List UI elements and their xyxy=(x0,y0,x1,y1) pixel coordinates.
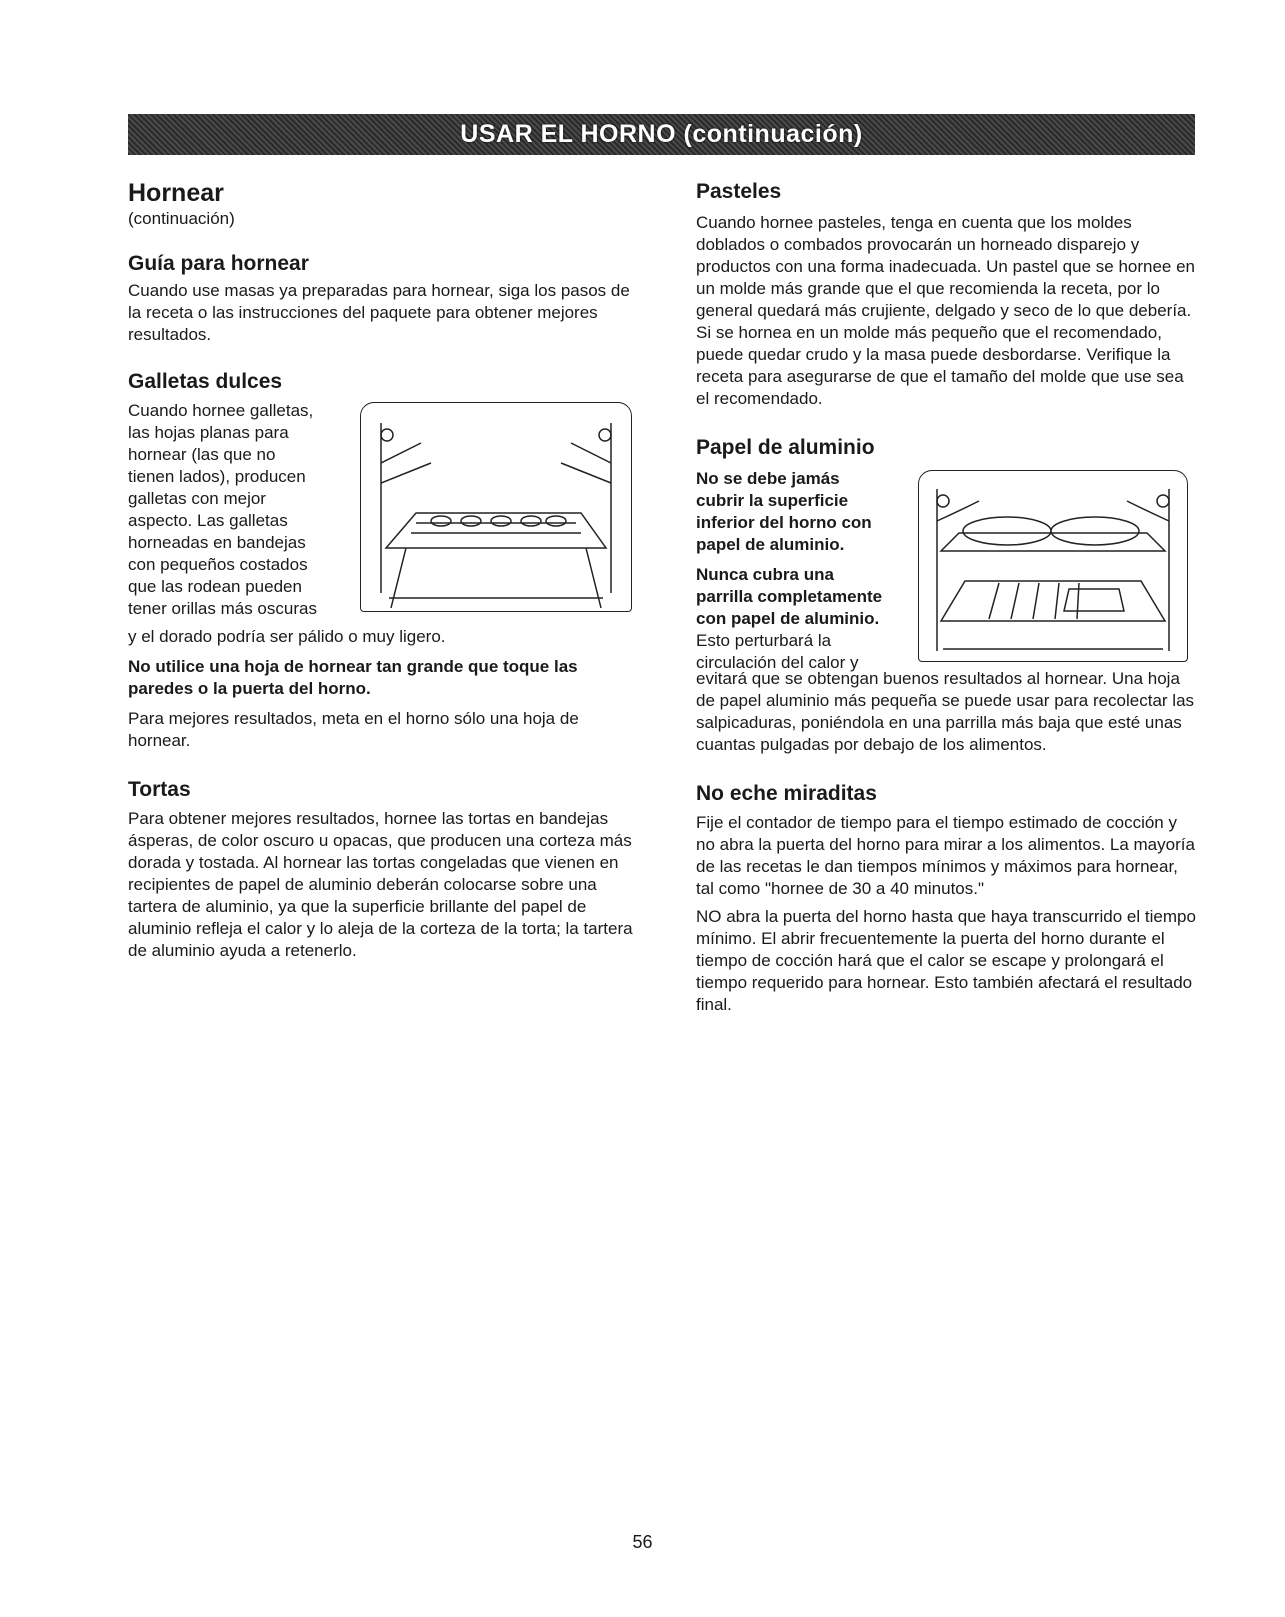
galletas-line: las hojas planas para xyxy=(128,423,289,442)
guia-text: Cuando use masas ya preparadas para hornear, siga los pasos de la receta o las instrucciones del paquete para obtener mejores resultados. xyxy=(128,281,630,344)
pasteles-heading: Pasteles xyxy=(696,180,782,203)
oven-rack-cookies-drawing xyxy=(361,403,631,611)
miraditas-text: Fije el contador de tiempo para el tiempo estimado de cocción y no abra la puerta del horno para mirar a los alimentos. La mayoría de las recetas le dan tiempos mínimos y máximos para hornear, tal como "hornee de 30 a 40 minutos." xyxy=(696,813,1195,898)
papel-bold-line: inferior del horno con xyxy=(696,513,872,532)
pasteles-text: Cuando hornee pasteles, tenga en cuenta que los moldes doblados o combados provocarán un horneado disparejo y productos con una forma inadecuada. Un pastel que se hornee en un molde más grande que el que recomienda la receta, por lo general quedará más crujiente, delgado y seco de lo que debería. Si se hornea en un molde más pequeño que el recomendado, puede quedar crudo y la masa puede desbordarse. Verifique la receta para asegurarse de que el tamaño del molde que use sea el recomendado. xyxy=(696,213,1196,408)
galletas-line: tener orillas más oscuras xyxy=(128,599,317,618)
galletas-line: horneadas en bandejas xyxy=(128,533,306,552)
galletas-line: tienen lados), producen xyxy=(128,467,306,486)
page-number: 56 xyxy=(632,1532,653,1552)
papel-heading: Papel de aluminio xyxy=(696,436,875,459)
left-column xyxy=(128,178,633,962)
papel-bold-line: cubrir la superficie xyxy=(696,491,849,510)
galletas-tip: Para mejores resultados, meta en el horno sólo una hoja de hornear. xyxy=(128,709,579,750)
miraditas-heading: No eche miraditas xyxy=(696,782,877,805)
galletas-heading: Galletas dulces xyxy=(128,370,283,393)
papel-line: Esto perturbará la xyxy=(696,631,832,650)
galletas-line: con pequeños costados xyxy=(128,555,308,574)
oven-rack-pies-drawing xyxy=(919,471,1187,661)
hornear-title: Hornear xyxy=(128,179,224,207)
section-banner xyxy=(128,114,1195,155)
papel-bold-line: con papel de aluminio. xyxy=(696,609,880,628)
galletas-line: galletas con mejor xyxy=(128,489,266,508)
galletas-line: Cuando hornee galletas, xyxy=(128,401,314,420)
tortas-heading: Tortas xyxy=(128,778,191,801)
papel-narrow-text xyxy=(696,468,911,674)
galletas-line: aspecto. Las galletas xyxy=(128,511,288,530)
papel-line: circulación del calor y xyxy=(696,653,859,672)
papel-bold-line: parrilla completamente xyxy=(696,587,883,606)
papel-tail: evitará que se obtengan buenos resultados al hornear. Una hoja de papel aluminio más pequeña se puede usar para recolectar las salpicaduras, poniéndola en una parrilla más baja que esté unas cuantas pulgadas por debajo de los alimentos. xyxy=(696,669,1195,754)
banner-title: USAR EL HORNO (continuación) xyxy=(460,120,863,148)
foil-oven-illustration xyxy=(918,470,1188,662)
galletas-line: que las rodean pueden xyxy=(128,577,302,596)
galletas-narrow-text xyxy=(128,400,358,620)
hornear-subtitle: (continuación) xyxy=(128,209,235,228)
galletas-line: hornear (las que no xyxy=(128,445,276,464)
guia-heading: Guía para hornear xyxy=(128,252,309,275)
papel-bold-line: Nunca cubra una xyxy=(696,565,834,584)
galletas-block xyxy=(128,400,633,626)
papel-bold-line: papel de aluminio. xyxy=(696,535,845,554)
right-column xyxy=(696,178,1196,1016)
papel-block xyxy=(696,468,1196,672)
cookie-sheet-oven-illustration xyxy=(360,402,632,612)
tortas-text: Para obtener mejores resultados, hornee las tortas en bandejas ásperas, de color oscuro u opacas, que producen una corteza más dorada y tostada. Al hornear las tortas congeladas que vienen en recipientes de papel de aluminio deberán colocarse sobre una tartera de aluminio, ya que la superficie brillante del papel de aluminio refleja el calor y lo aleja de la corteza de la torta; la tartera de aluminio ayuda a retenerlo. xyxy=(128,809,633,960)
miraditas-text-2: NO abra la puerta del horno hasta que haya transcurrido el tiempo mínimo. El abrir frecuentemente la puerta del horno durante el tiempo de cocción hará que el calor se escape y prolongará el tiempo requerido para hornear. Esto también afectará el resultado final. xyxy=(696,907,1196,1014)
galletas-tail: y el dorado podría ser pálido o muy ligero. xyxy=(128,627,446,646)
galletas-warning: No utilice una hoja de hornear tan grande que toque las paredes o la puerta del horno. xyxy=(128,657,578,698)
papel-bold-line: No se debe jamás xyxy=(696,469,840,488)
